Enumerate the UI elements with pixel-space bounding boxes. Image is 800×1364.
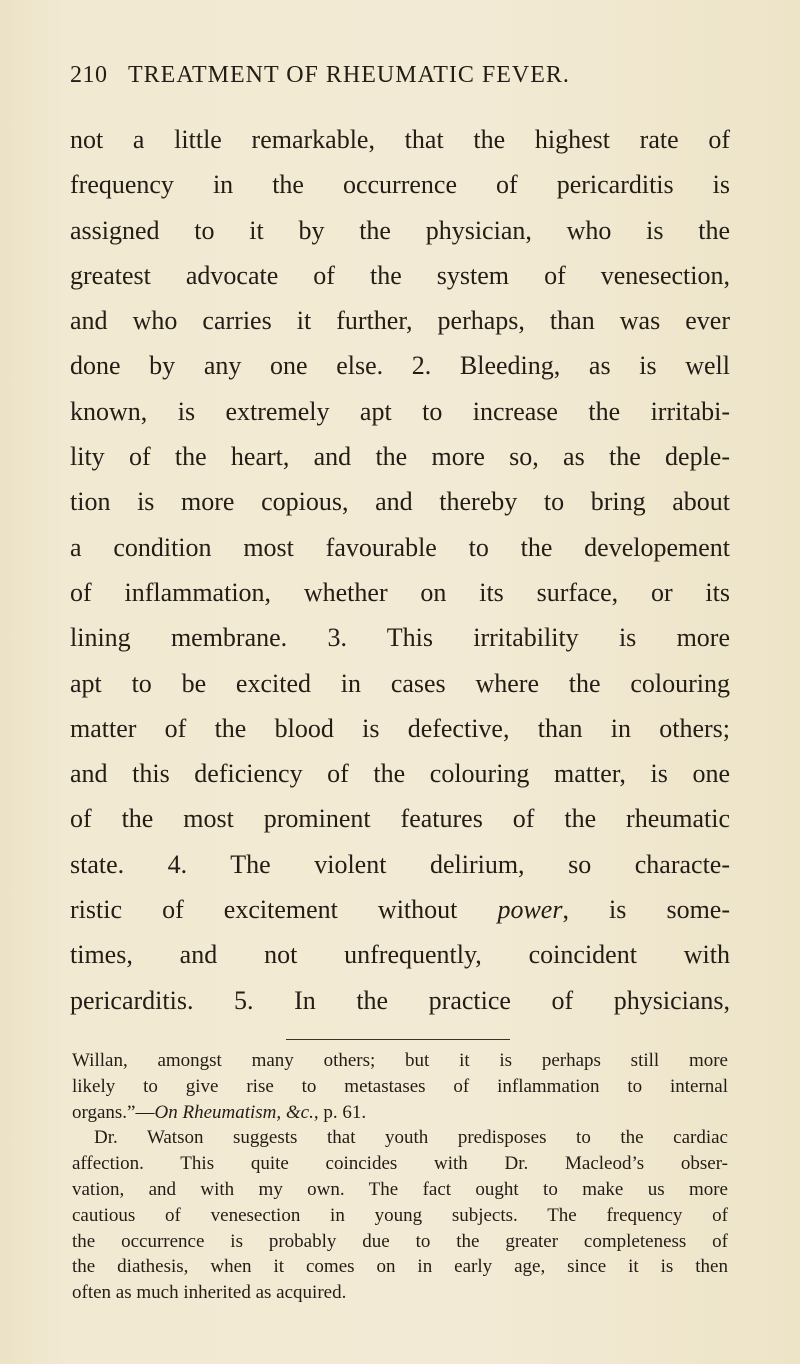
text-line: lining membrane. 3. This irritability is more bbox=[70, 623, 730, 653]
italic-word: power bbox=[497, 895, 563, 925]
text-line: frequency in the occurrence of pericarditis is bbox=[70, 170, 730, 200]
page-header bbox=[70, 62, 730, 98]
text-line: times, and not unfrequently, coincident with bbox=[70, 940, 730, 970]
text-line: tion is more copious, and thereby to bring about bbox=[70, 487, 730, 517]
text-line: and who carries it further, perhaps, than was ever bbox=[70, 306, 730, 336]
footnote-line: vation, and with my own. The fact ought to make us more bbox=[72, 1178, 728, 1200]
footnote-line: often as much inherited as acquired. bbox=[72, 1282, 347, 1304]
footnotes bbox=[72, 1048, 728, 1306]
text-line: not a little remarkable, that the highest rate of bbox=[70, 125, 730, 154]
text-segment: , is some- bbox=[562, 895, 730, 925]
footnote-line: affection. This quite coincides with Dr. Macleod’s obser- bbox=[72, 1153, 728, 1175]
text-line: state. 4. The violent delirium, so characte- bbox=[70, 849, 730, 879]
footnote-line: Willan, amongst many others; but it is perhaps still more bbox=[72, 1050, 728, 1071]
text-segment: , p. 61. bbox=[313, 1101, 367, 1123]
footnote-line: Dr. Watson suggests that youth predisposes to the cardiac bbox=[94, 1127, 728, 1149]
running-title: TREATMENT OF RHEUMATIC FEVER. bbox=[128, 62, 570, 88]
page-number: 210 bbox=[70, 62, 108, 88]
footnote-divider bbox=[286, 1039, 510, 1040]
text-segment: ristic of excitement without bbox=[70, 895, 458, 925]
footnote-line: the diathesis, when it comes on in early age, since it is then bbox=[72, 1256, 728, 1278]
text-line: assigned to it by the physician, who is the bbox=[70, 215, 730, 245]
text-line: pericarditis. 5. In the practice of physicians, bbox=[70, 985, 730, 1015]
text-line: and this deficiency of the colouring matter, is one bbox=[70, 759, 730, 789]
footnote-line: cautious of venesection in young subjects. The frequency of bbox=[72, 1204, 728, 1226]
text-line: matter of the blood is defective, than in others; bbox=[70, 713, 730, 743]
text-line-with-italic bbox=[70, 887, 730, 932]
footnote-citation-line bbox=[72, 1100, 728, 1126]
text-line: apt to be excited in cases where the colouring bbox=[70, 668, 730, 698]
text-line: of inflammation, whether on its surface, or its bbox=[70, 577, 730, 607]
text-line: greatest advocate of the system of venesection, bbox=[70, 260, 730, 290]
text-line: lity of the heart, and the more so, as the deple- bbox=[70, 442, 730, 472]
footnote-line: likely to give rise to metastases of inflammation to internal bbox=[72, 1075, 728, 1097]
text-line: of the most prominent features of the rheumatic bbox=[70, 804, 730, 834]
citation-title: On Rheumatism, &c. bbox=[154, 1101, 314, 1123]
text-line: done by any one else. 2. Bleeding, as is well bbox=[70, 351, 730, 381]
text-line: known, is extremely apt to increase the irritabi- bbox=[70, 396, 730, 426]
text-line: a condition most favourable to the developement bbox=[70, 532, 730, 562]
main-text bbox=[70, 117, 730, 1023]
text-segment: organs.”— bbox=[72, 1101, 155, 1123]
footnote-line: the occurrence is probably due to the greater completeness of bbox=[72, 1230, 728, 1252]
